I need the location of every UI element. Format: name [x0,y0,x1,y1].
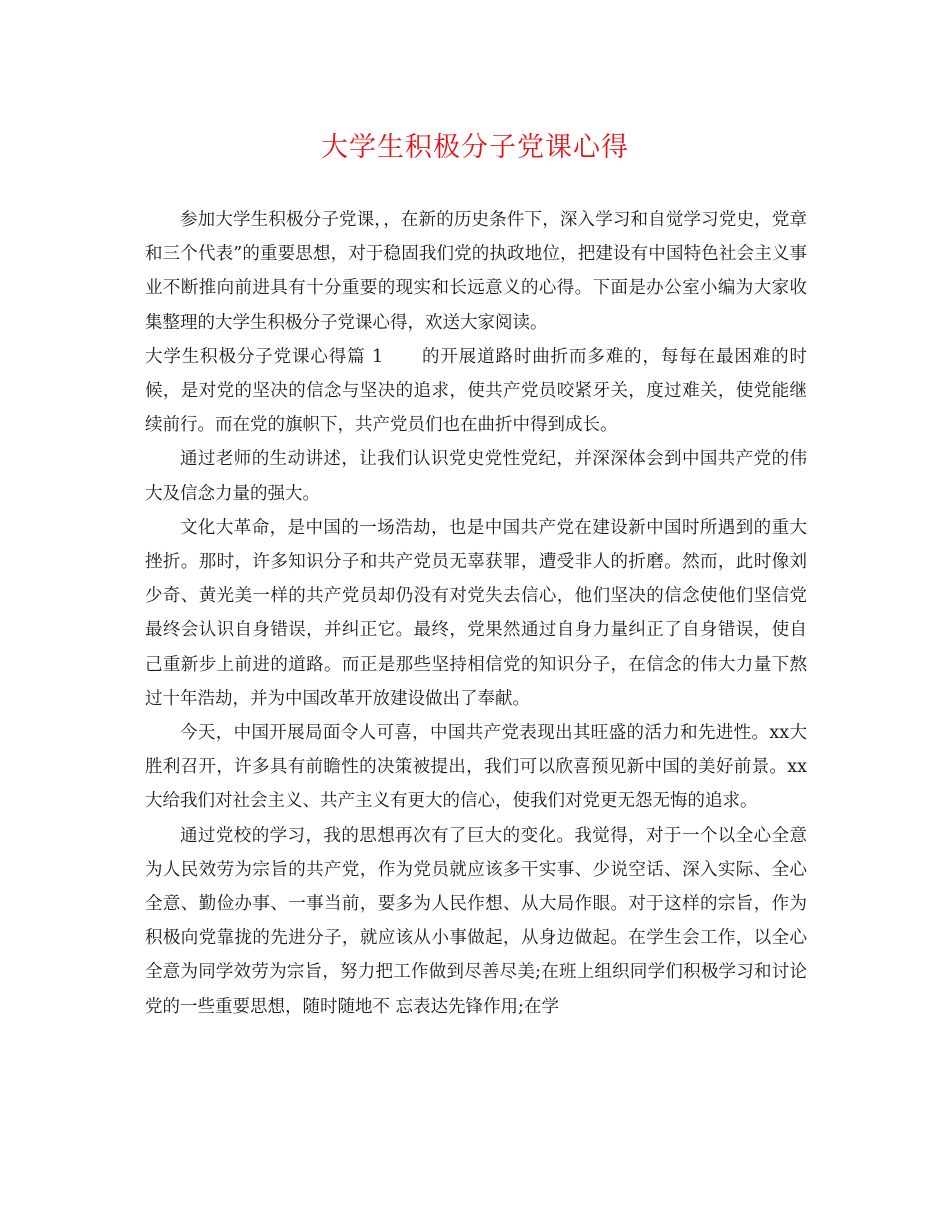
paragraph-2: 通过老师的生动讲述，让我们认识党史党性党纪，并深深体会到中国共产党的伟大及信念力量的强大。 [145,449,807,504]
section-heading: 大学生积极分子党课心得篇 1 [145,346,384,367]
paragraph-4: 今天，中国开展局面令人可喜，中国共产党表现出其旺盛的活力和先进性。xx大胜利召开，许多具有前瞻性的决策被提出，我们可以欣喜预见新中国的美好前景。xx大给我们对社会主义、共产主义有更大的信心，使我们对党更无怨无悔的追求。 [145,723,807,812]
section-paragraph [145,340,807,443]
section-text: 的开展道路时曲折而多难的，每每在最困难的时候，是对党的坚决的信念与坚决的追求，使共产党员咬紧牙关，度过难关，使党能继续前行。而在党的旗帜下，共产党员们也在曲折中得到成长。 [145,346,807,436]
document-title: 大学生积极分子党课心得 [321,132,629,163]
document-body [145,203,807,1024]
paragraph-intro: 参加大学生积极分子党课，，在新的历史条件下，深入学习和自觉学习党史，党章和三个代表”的重要思想，对于稳固我们党的执政地位，把建设有中国特色社会主义事业不断推向前进具有十分重要的现实和长远意义的心得。下面是办公室小编为大家收集整理的大学生积极分子党课心得，欢送大家阅读。 [145,210,807,333]
paragraph-3: 文化大革命，是中国的一场浩劫，也是中国共产党在建设新中国时所遇到的重大挫折。那时，许多知识分子和共产党员无辜获罪，遭受非人的折磨。然而，此时像刘少奇、黄光美一样的共产党员却仍没有对党失去信心，他们坚决的信念使他们坚信党最终会认识自身错误，并纠正它。最终，党果然通过自身力量纠正了自身错误，使自己重新步上前进的道路。而正是那些坚持相信党的知识分子，在信念的伟大力量下熬过十年浩劫，并为中国改革开放建设做出了奉献。 [145,517,807,709]
paragraph-5: 通过党校的学习，我的思想再次有了巨大的变化。我觉得，对于一个以全心全意为人民效劳为宗旨的共产党，作为党员就应该多干实事、少说空话、深入实际、全心全意、勤俭办事、一事当前，要多为人民作想、从大局作眼。对于这样的宗旨，作为积极向党靠拢的先进分子，就应该从小事做起，从身边做起。在学生会工作，以全心全意为同学效劳为宗旨，努力把工作做到尽善尽美;在班上组织同学们积极学习和讨论党的一些重要思想，随时随地不 忘表达先锋作用;在学 [145,825,807,1017]
